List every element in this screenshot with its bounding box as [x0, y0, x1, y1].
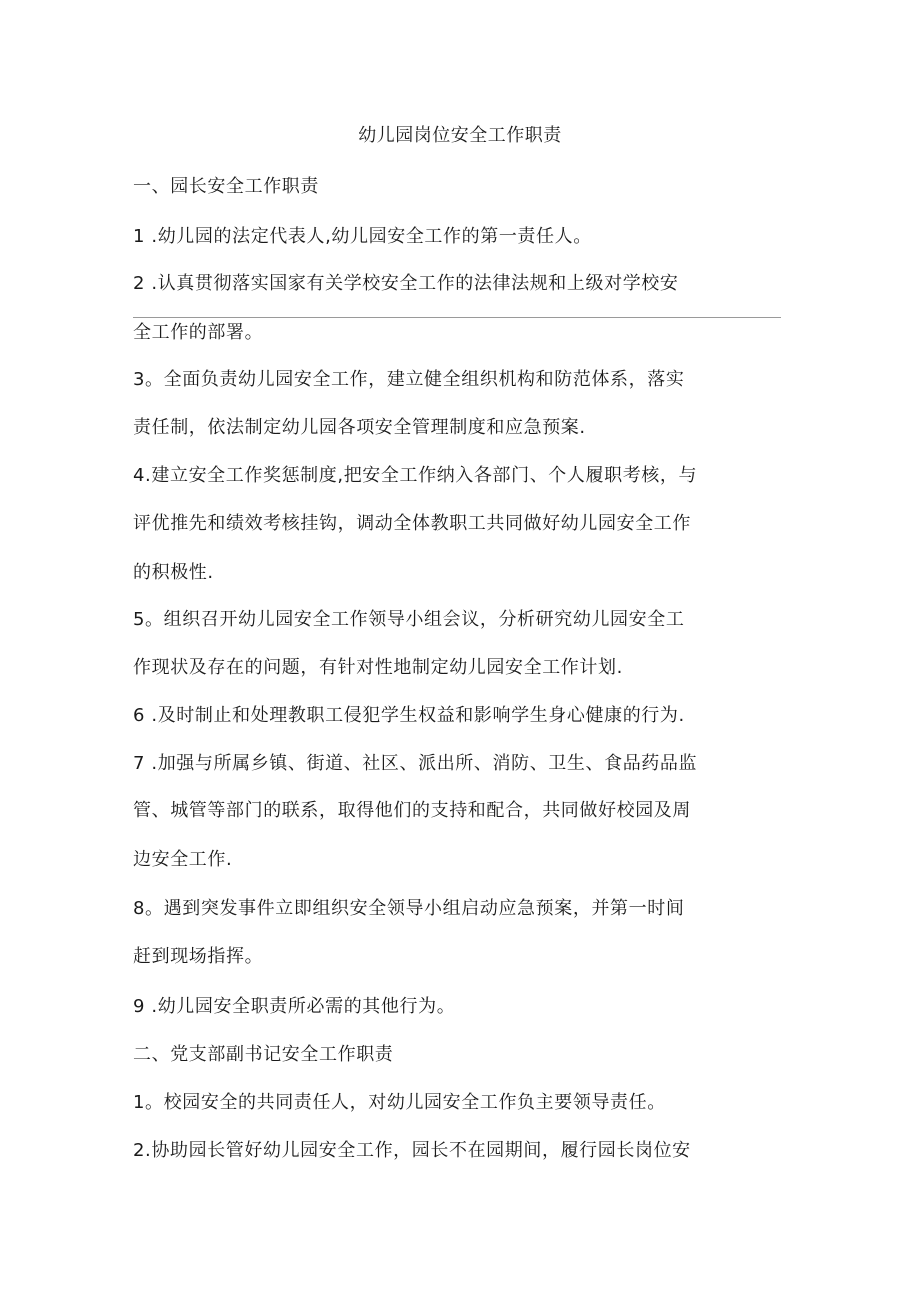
paragraph-line: 8。遇到突发事件立即组织安全领导小组启动应急预案，并第一时间: [133, 898, 685, 919]
paragraph-line: 5。组织召开幼儿园安全工作领导小组会议，分析研究幼儿园安全工: [133, 609, 685, 630]
paragraph-line: 责任制，依法制定幼儿园各项安全管理制度和应急预案.: [133, 417, 586, 438]
paragraph-line: 2.协助园长管好幼儿园安全工作，园长不在园期间，履行园长岗位安: [133, 1140, 691, 1161]
horizontal-rule: [133, 317, 781, 318]
paragraph-line: 全工作的部署。: [133, 322, 264, 343]
paragraph-line: 1 .幼儿园的法定代表人,幼儿园安全工作的第一责任人。: [133, 226, 592, 247]
paragraph-line: 边安全工作.: [133, 849, 233, 870]
paragraph-line: 7 .加强与所属乡镇、街道、社区、派出所、消防、卫生、食品药品监: [133, 753, 698, 774]
paragraph-line: 1。校园安全的共同责任人，对幼儿园安全工作负主要领导责任。: [133, 1092, 666, 1113]
paragraph-line: 9 .幼儿园安全职责所必需的其他行为。: [133, 996, 456, 1017]
paragraph-line: 管、城管等部门的联系，取得他们的支持和配合，共同做好校园及周: [133, 800, 691, 821]
paragraph-line: 作现状及存在的问题，有针对性地制定幼儿园安全工作计划.: [133, 657, 623, 678]
paragraph-line: 评优推先和绩效考核挂钩，调动全体教职工共同做好幼儿园安全工作: [133, 513, 691, 534]
document-title: 幼儿园岗位安全工作职责: [358, 125, 562, 146]
paragraph-line: 的积极性.: [133, 562, 214, 583]
paragraph-line: 3。全面负责幼儿园安全工作，建立健全组织机构和防范体系，落实: [133, 369, 685, 390]
paragraph-line: 2 .认真贯彻落实国家有关学校安全工作的法律法规和上级对学校安: [133, 273, 679, 294]
paragraph-line: 4.建立安全工作奖惩制度,把安全工作纳入各部门、个人履职考核，与: [133, 465, 698, 486]
paragraph-line: 赶到现场指挥。: [133, 946, 264, 967]
paragraph-line: 6 .及时制止和处理教职工侵犯学生权益和影响学生身心健康的行为.: [133, 705, 685, 726]
section-heading-principal: 一、园长安全工作职责: [133, 176, 319, 197]
section-heading-deputy-secretary: 二、党支部副书记安全工作职责: [133, 1044, 394, 1065]
